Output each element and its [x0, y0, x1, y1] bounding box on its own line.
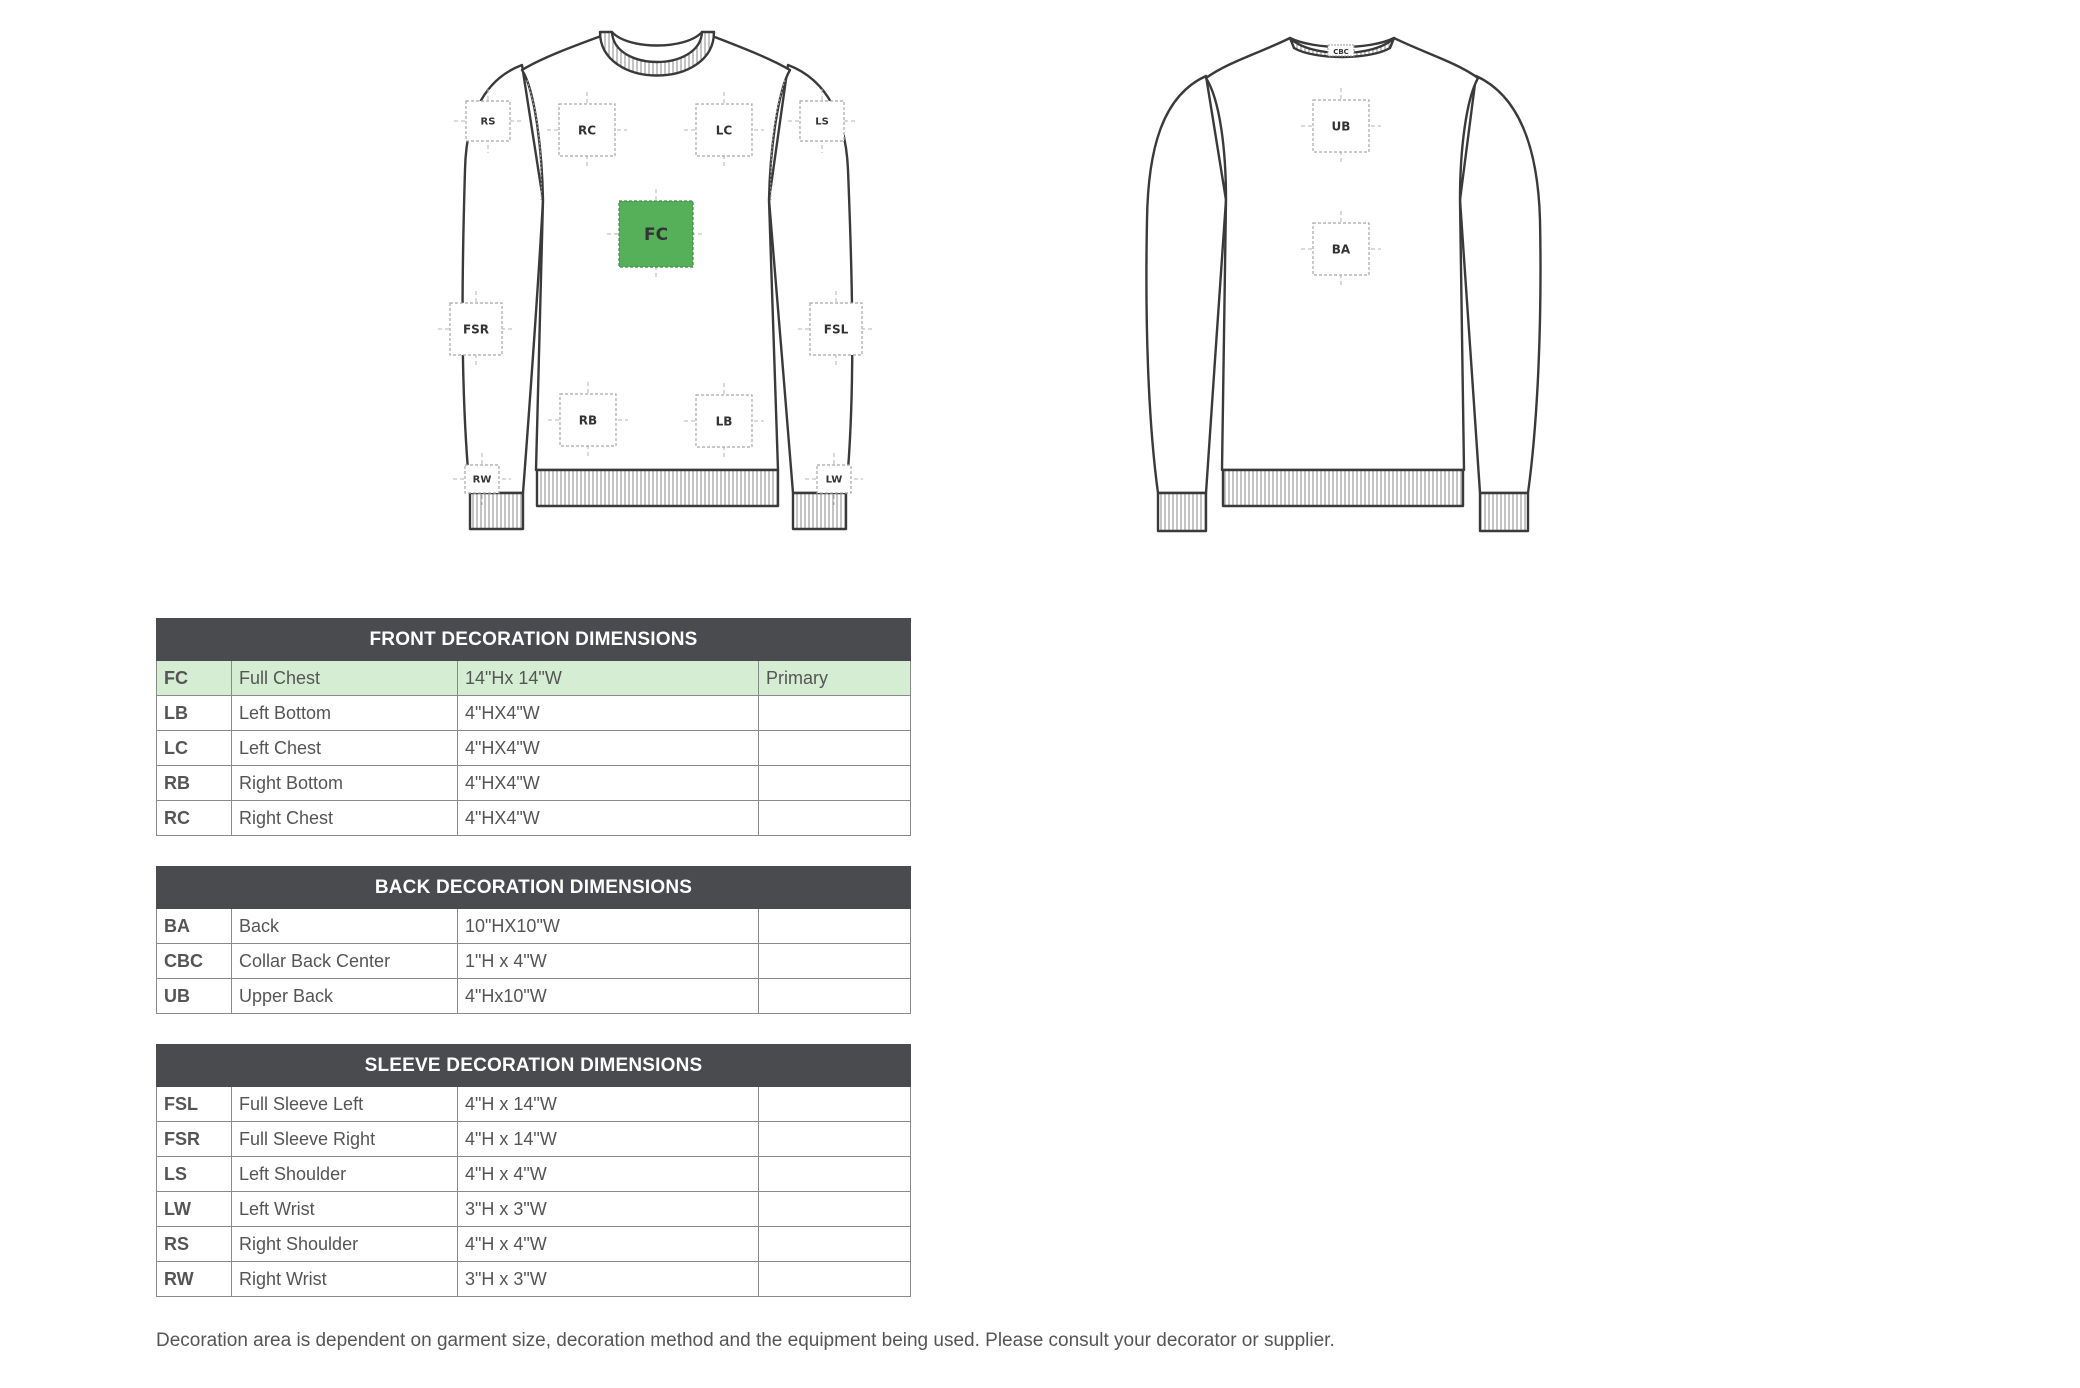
back-decoration-table [156, 866, 911, 1014]
cell-size: 4"HX4"W [458, 766, 759, 801]
table-row [157, 766, 911, 801]
table-row [157, 944, 911, 979]
cell-note: Primary [759, 661, 911, 696]
zone-label-FC: FC [643, 225, 669, 246]
zone-label-LW: LW [825, 474, 843, 486]
table-row [157, 1122, 911, 1157]
table-row [157, 731, 911, 766]
cell-name: Left Wrist [232, 1192, 458, 1227]
cell-name: Full Chest [232, 661, 458, 696]
table-row [157, 979, 911, 1014]
cell-name: Left Shoulder [232, 1157, 458, 1192]
back-right-sleeve [1146, 76, 1226, 493]
cell-size: 4"H x 14"W [458, 1122, 759, 1157]
table-row [157, 1192, 911, 1227]
cell-name: Left Bottom [232, 696, 458, 731]
zone-label-LB: LB [715, 414, 733, 429]
cell-name: Right Shoulder [232, 1227, 458, 1262]
cell-size: 3"H x 3"W [458, 1262, 759, 1297]
cell-code: BA [157, 909, 232, 944]
cell-code: LW [157, 1192, 232, 1227]
back-right-cuff [1158, 493, 1206, 531]
cell-size: 4"HX4"W [458, 801, 759, 836]
table-row [157, 1227, 911, 1262]
decoration-footnote: Decoration area is dependent on garment size, decoration method and the equipment being used. Please consult your decorator or supplier. [156, 1330, 1335, 1351]
sleeve-table-title: SLEEVE DECORATION DIMENSIONS [157, 1045, 911, 1087]
zone-label-UB: UB [1331, 119, 1351, 134]
table-row [157, 661, 911, 696]
cell-size: 4"H x 14"W [458, 1087, 759, 1122]
cell-name: Collar Back Center [232, 944, 458, 979]
table-row [157, 801, 911, 836]
cell-code: FSR [157, 1122, 232, 1157]
sleeve-decoration-table [156, 1044, 911, 1297]
zone-label-RS: RS [480, 116, 496, 128]
cell-note [759, 1122, 911, 1157]
cell-code: FSL [157, 1087, 232, 1122]
back-left-sleeve [1460, 76, 1541, 493]
table-row [157, 1262, 911, 1297]
cell-code: FC [157, 661, 232, 696]
cell-size: 3"H x 3"W [458, 1192, 759, 1227]
table-row [157, 909, 911, 944]
cell-code: RB [157, 766, 232, 801]
zone-label-RC: RC [577, 123, 597, 138]
cell-note [759, 1192, 911, 1227]
cell-name: Right Chest [232, 801, 458, 836]
cell-note [759, 731, 911, 766]
cell-name: Upper Back [232, 979, 458, 1014]
zone-label-FSR: FSR [462, 322, 490, 337]
zone-FC [607, 189, 705, 279]
front-right-cuff [470, 493, 523, 529]
cell-size: 10"HX10"W [458, 909, 759, 944]
cell-note [759, 1157, 911, 1192]
cell-name: Right Bottom [232, 766, 458, 801]
cell-code: RW [157, 1262, 232, 1297]
cell-size: 4"H x 4"W [458, 1227, 759, 1262]
zone-label-LS: LS [815, 116, 829, 128]
cell-code: CBC [157, 944, 232, 979]
zone-label-CBC: CBC [1333, 48, 1349, 56]
zone-label-BA: BA [1331, 242, 1351, 257]
cell-size: 4"Hx10"W [458, 979, 759, 1014]
cell-note [759, 1087, 911, 1122]
cell-code: UB [157, 979, 232, 1014]
table-row [157, 696, 911, 731]
cell-code: LC [157, 731, 232, 766]
cell-size: 1"H x 4"W [458, 944, 759, 979]
cell-name: Right Wrist [232, 1262, 458, 1297]
cell-code: LS [157, 1157, 232, 1192]
front-decoration-table [156, 618, 911, 836]
cell-code: LB [157, 696, 232, 731]
cell-note [759, 1262, 911, 1297]
zone-label-RW: RW [472, 474, 492, 486]
zone-label-FSL: FSL [823, 322, 849, 337]
cell-note [759, 909, 911, 944]
cell-note [759, 696, 911, 731]
zone-label-LC: LC [715, 123, 733, 138]
table-row [157, 1087, 911, 1122]
garment-diagram [0, 0, 2080, 560]
front-table-title: FRONT DECORATION DIMENSIONS [157, 619, 911, 661]
cell-note [759, 1227, 911, 1262]
table-row [157, 1157, 911, 1192]
back-left-cuff [1480, 493, 1528, 531]
back-table-title: BACK DECORATION DIMENSIONS [157, 867, 911, 909]
cell-size: 4"HX4"W [458, 731, 759, 766]
decoration-tables [156, 618, 910, 1327]
cell-size: 14"Hx 14"W [458, 661, 759, 696]
cell-size: 4"HX4"W [458, 696, 759, 731]
cell-name: Full Sleeve Right [232, 1122, 458, 1157]
cell-note [759, 801, 911, 836]
back-waistband [1223, 470, 1463, 506]
cell-note [759, 766, 911, 801]
front-view-sweatshirt [463, 32, 853, 529]
zone-label-RB: RB [578, 413, 598, 428]
zone-FSL [798, 291, 874, 367]
cell-code: RC [157, 801, 232, 836]
cell-note [759, 944, 911, 979]
cell-note [759, 979, 911, 1014]
cell-code: RS [157, 1227, 232, 1262]
collar-back-center-zone [1328, 45, 1354, 56]
cell-name: Full Sleeve Left [232, 1087, 458, 1122]
cell-size: 4"H x 4"W [458, 1157, 759, 1192]
front-left-cuff [793, 493, 846, 529]
front-waistband [537, 470, 778, 506]
cell-name: Back [232, 909, 458, 944]
cell-name: Left Chest [232, 731, 458, 766]
